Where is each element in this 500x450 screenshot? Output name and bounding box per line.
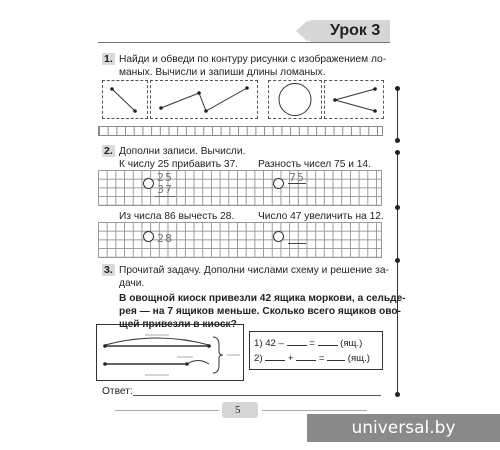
- task1-number: 1.: [104, 53, 113, 65]
- addend-line: [288, 243, 306, 244]
- margin-line-3: [397, 262, 398, 394]
- polyline-figure: [151, 81, 257, 118]
- answer-line[interactable]: [133, 395, 381, 396]
- figure-box-polyline: [150, 80, 258, 119]
- operation-circle: [143, 231, 154, 242]
- angle-figure: [325, 81, 383, 118]
- figure-box-angle: [324, 80, 384, 119]
- task2-heading: Дополни записи. Вычисли.: [119, 146, 246, 157]
- scheme-diagram: [97, 325, 243, 380]
- task2-item3-text: Из числа 86 вычесть 28.: [119, 211, 235, 222]
- task2-item2-text: Разность чисел 75 и 14.: [258, 159, 371, 170]
- circle-figure: [269, 81, 321, 118]
- lesson-title: Урок 3: [330, 22, 381, 39]
- hw-number-37: 37: [157, 183, 173, 196]
- task1-text-line1: Найди и обведи по контуру рисунки с изображением ло-: [119, 54, 387, 65]
- footer-rule-right: [262, 410, 367, 411]
- operation-circle: [273, 178, 284, 189]
- task2-item1-text: К числу 25 прибавить 37.: [119, 159, 239, 170]
- task2-item4-text: Число 47 увеличить на 12.: [258, 211, 384, 222]
- subtrahend-line: [288, 183, 306, 184]
- blank-field[interactable]: [296, 360, 316, 361]
- margin-dot: [395, 392, 400, 397]
- footer-rule-left: [115, 410, 219, 411]
- solution-line-2: 2) + = (ящ.): [254, 353, 370, 364]
- blank-field[interactable]: [265, 360, 285, 361]
- task1-text-line2: маных. Вычисли и запиши длины ломаных.: [119, 67, 326, 78]
- task3-problem-line1: В овощной киоск привезли 42 ящика моркови, а сельде-: [119, 293, 406, 304]
- blank-field[interactable]: [318, 345, 338, 346]
- task3-text-line2: дачи.: [119, 278, 145, 289]
- hw-number-75: 75: [289, 171, 305, 184]
- margin-line-1: [397, 88, 398, 140]
- margin-dot: [395, 86, 400, 91]
- operation-circle: [143, 178, 154, 189]
- grid-row-1: [98, 170, 382, 206]
- task3-problem-line2: рея — на 7 ящиков меньше. Сколько всего ящиков ово-: [119, 306, 401, 317]
- task3-text-line1: Прочитай задачу. Дополни числами схему и решение за-: [119, 265, 389, 276]
- task3-problem-line3: щей привезли в киоск?: [119, 319, 237, 330]
- page-number: 5: [235, 404, 241, 416]
- figure-box-circle: [268, 80, 322, 119]
- grid-row-2: [98, 222, 382, 258]
- answer-strip-1: [98, 126, 383, 136]
- brand-watermark: universal.by: [307, 414, 500, 442]
- hw-number-25: 25: [157, 171, 173, 184]
- header-rule: [98, 42, 390, 43]
- task2-number: 2.: [104, 145, 113, 157]
- margin-dot: [395, 205, 400, 210]
- segment-figure: [103, 81, 147, 118]
- sum-line: [155, 196, 175, 197]
- hw-number-28: 28: [157, 232, 173, 245]
- solution-line-1: 1) 42 – = (ящ.): [254, 338, 363, 349]
- margin-dot: [395, 150, 400, 155]
- operation-circle: [273, 231, 284, 242]
- margin-dot: [395, 138, 400, 143]
- scheme-box: [96, 324, 244, 381]
- task3-number: 3.: [104, 264, 113, 276]
- blank-field[interactable]: [287, 345, 307, 346]
- blank-field[interactable]: [327, 360, 345, 361]
- figure-box-segment: [102, 80, 148, 119]
- answer-label: Ответ:: [102, 386, 133, 397]
